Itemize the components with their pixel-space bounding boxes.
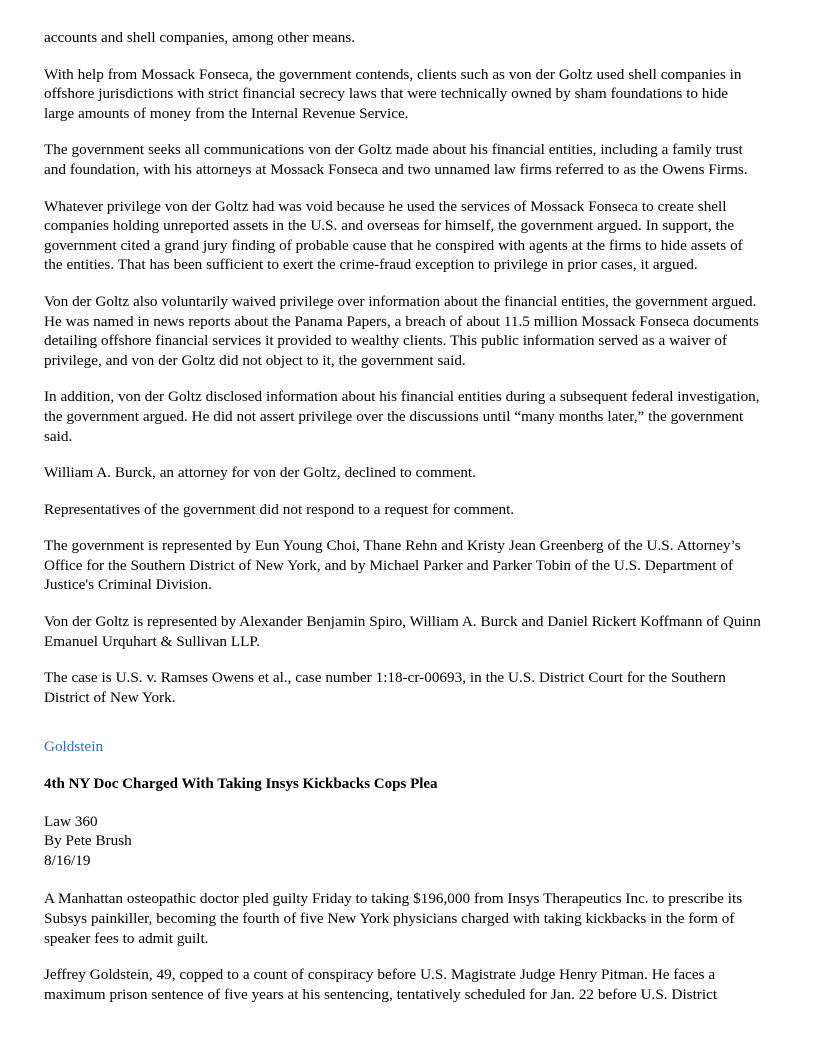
- section-link-goldstein[interactable]: Goldstein: [44, 738, 104, 756]
- paragraph: Whatever privilege von der Goltz had was void because he used the services of Mossack Fonseca to create shell companies holding unreported assets in the U.S. and overseas for himself, the government argued. In support, the government cited a grand jury finding of probable cause that he conspired with agents at the firms to hide assets of the entities. That has been sufficient to exert the crime-fraud exception to privilege in prior cases, it argued.: [44, 197, 743, 274]
- article-author: By Pete Brush: [44, 832, 132, 850]
- paragraph: The government seeks all communications von der Goltz made about his financial entities, including a family trust and foundation, with his attorneys at Mossack Fonseca and two unnamed law firms referred to as the Owens Firms.: [44, 141, 748, 178]
- paragraph: Representatives of the government did not respond to a request for comment.: [44, 500, 515, 518]
- article-date: 8/16/19: [44, 851, 91, 869]
- paragraph: In addition, von der Goltz disclosed information about his financial entities during a subsequent federal investigation, the government argued. He did not assert privilege over the discussions until “many months later,” the government said.: [44, 388, 760, 445]
- paragraph: The case is U.S. v. Ramses Owens et al., case number 1:18-cr-00693, in the U.S. District Court for the Southern District of New York.: [44, 669, 726, 706]
- paragraph: Von der Goltz is represented by Alexander Benjamin Spiro, William A. Burck and Daniel Rickert Koffmann of Quinn Emanuel Urquhart & Sullivan LLP.: [44, 613, 761, 650]
- paragraph: Von der Goltz also voluntarily waived privilege over information about the financial entities, the government argued. He was named in news reports about the Panama Papers, a breach of about 11.5 million Mossack Fonseca documents detailing offshore financial services it provided to wealthy clients. This public information served as a waiver of privilege, and von der Goltz did not object to it, the government said.: [44, 292, 759, 369]
- paragraph: The government is represented by Eun Young Choi, Thane Rehn and Kristy Jean Greenberg of the U.S. Attorney’s Office for the Southern District of New York, and by Michael Parker and Parker Tobin of the U.S. Department of Justice's Criminal Division.: [44, 537, 741, 594]
- article-source: Law 360: [44, 812, 98, 830]
- paragraph: A Manhattan osteopathic doctor pled guilty Friday to taking $196,000 from Insys Therapeutics Inc. to prescribe its Subsys painkiller, becoming the fourth of five New York physicians charged with taking kickbacks in the form of speaker fees to admit guilt.: [44, 890, 743, 947]
- paragraph: William A. Burck, an attorney for von der Goltz, declined to comment.: [44, 464, 476, 482]
- paragraph: With help from Mossack Fonseca, the government contends, clients such as von der Goltz used shell companies in offshore jurisdictions with strict financial secrecy laws that were technically owned by sham foundations to hide large amounts of money from the Internal Revenue Service.: [44, 65, 742, 122]
- paragraph: accounts and shell companies, among other means.: [44, 29, 356, 46]
- paragraph: Jeffrey Goldstein, 49, copped to a count of conspiracy before U.S. Magistrate Judge Henry Pitman. He faces a maximum prison sentence of five years at his sentencing, tentatively scheduled for Jan. 22 before U.S. District: [44, 966, 718, 1003]
- article-headline: 4th NY Doc Charged With Taking Insys Kickbacks Cops Plea: [44, 776, 438, 793]
- article-byline: [44, 812, 762, 871]
